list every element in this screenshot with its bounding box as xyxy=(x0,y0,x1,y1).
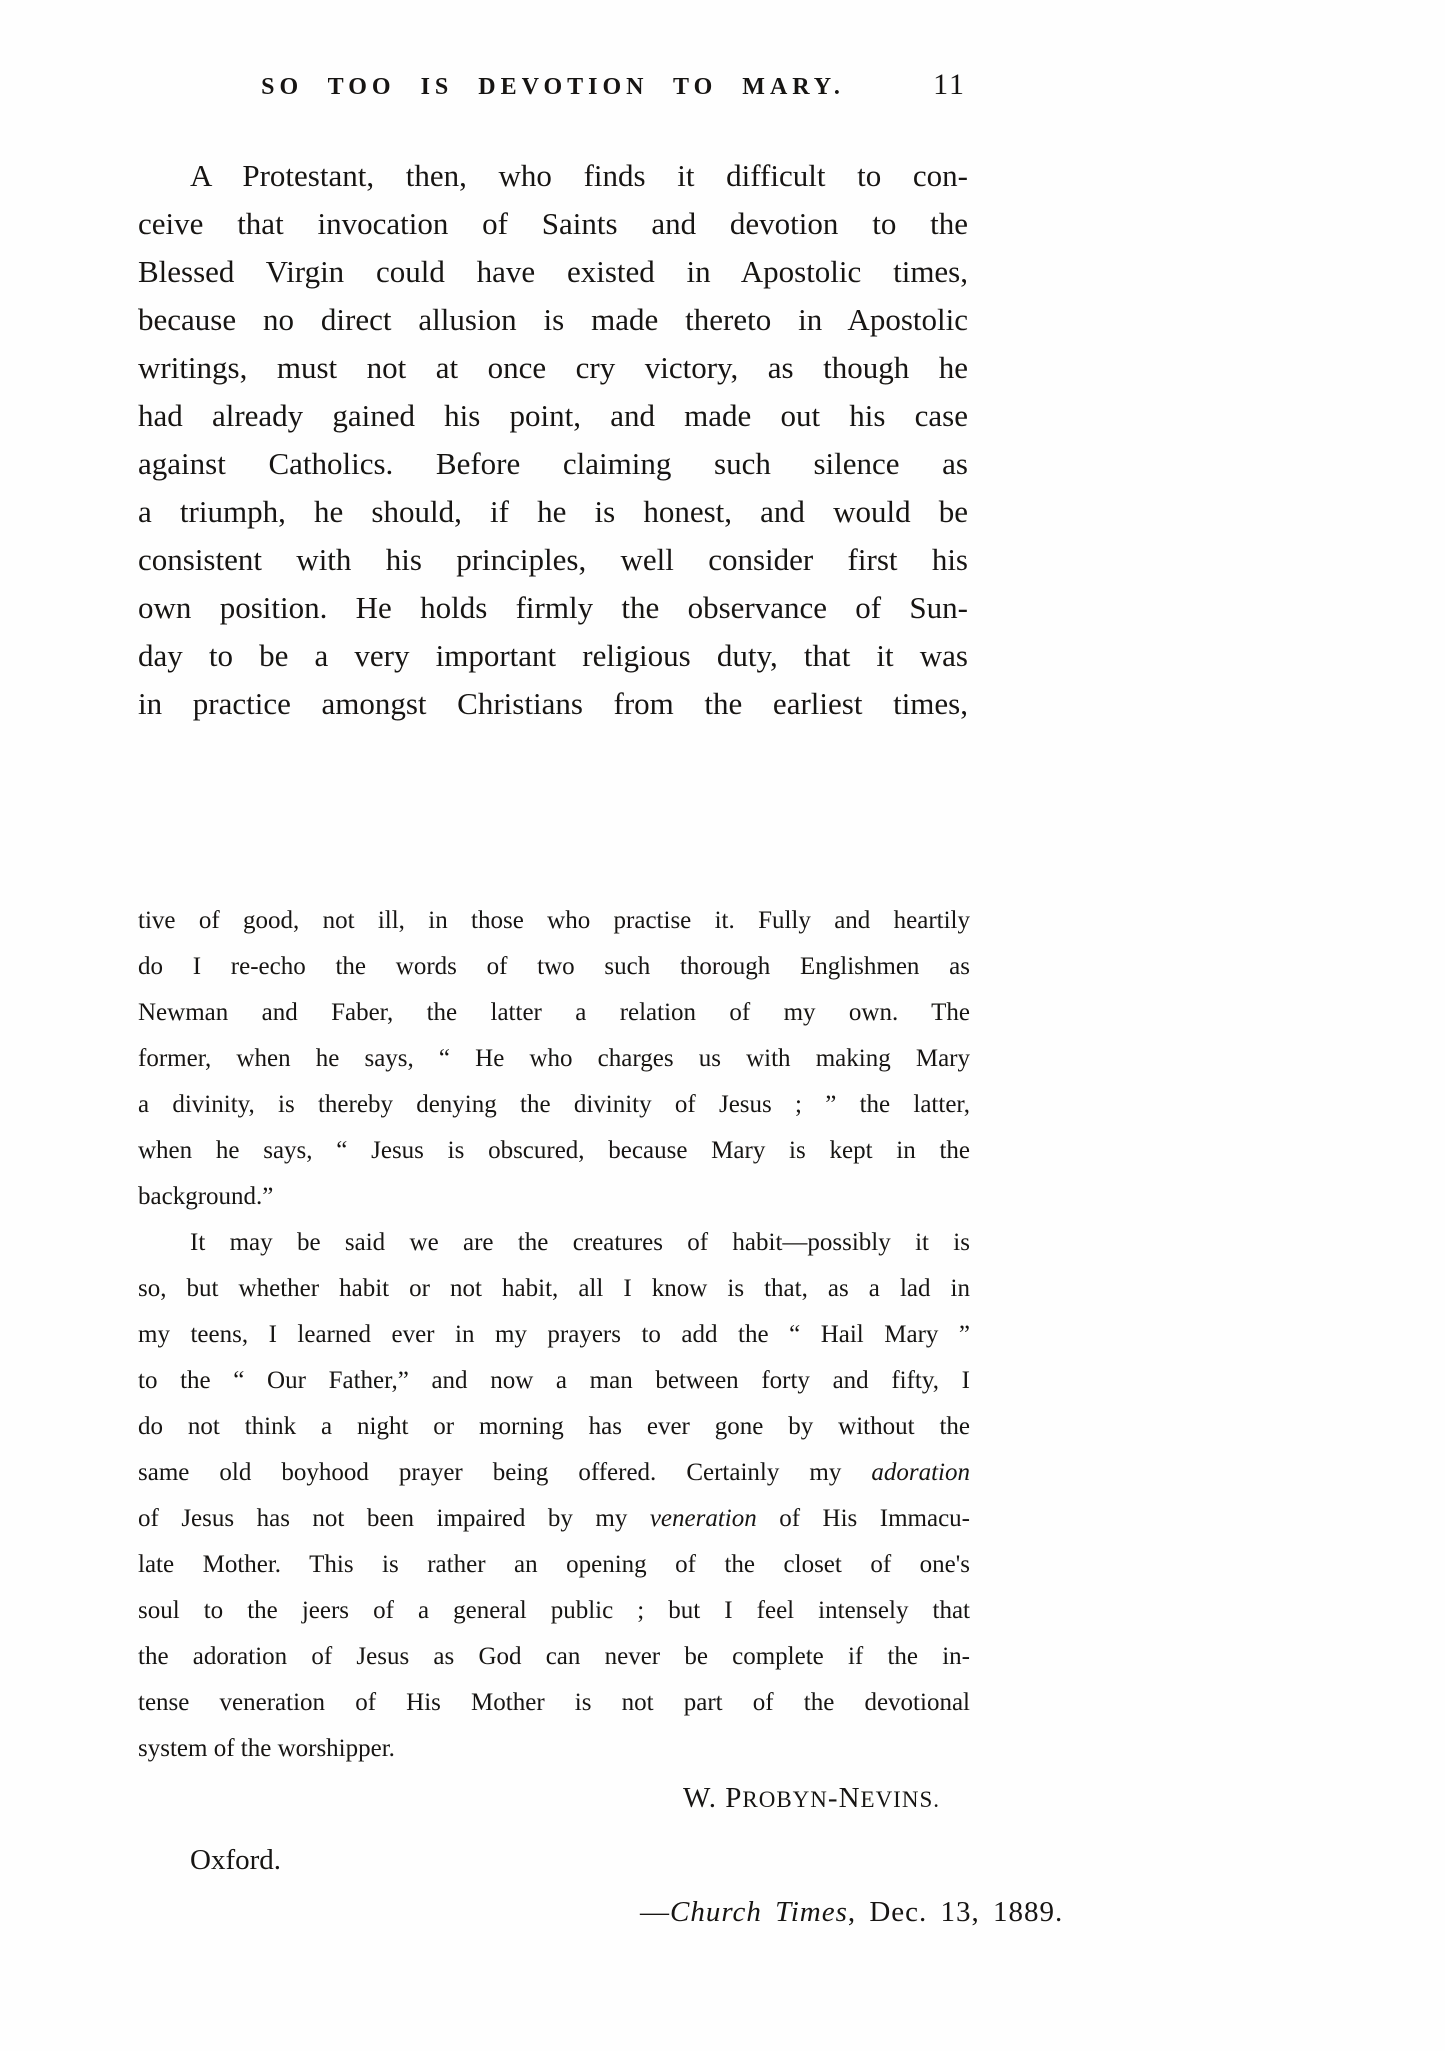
signature-text: W. P xyxy=(683,1782,743,1814)
page-number: 11 xyxy=(933,68,966,101)
footnote-line: my teens, I learned ever in my prayers to add the “ Hail Mary ” xyxy=(138,1321,970,1348)
body-line: own position. He holds firmly the observance of Sun- xyxy=(138,590,968,625)
citation xyxy=(640,1896,1063,1929)
body-line: had already gained his point, and made out his case xyxy=(138,398,968,433)
footnote-line xyxy=(138,1496,970,1542)
body-line: a triumph, he should, if he is honest, and would be xyxy=(138,494,968,529)
citation-dash: — xyxy=(640,1896,670,1928)
signature xyxy=(138,1782,968,1815)
footnote-line: Newman and Faber, the latter a relation of my own. The xyxy=(138,999,970,1026)
footnote-line-text: of His Immacu- xyxy=(756,1505,970,1532)
citation-date: , Dec. 13, 1889. xyxy=(847,1896,1064,1928)
body-line: against Catholics. Before claiming such silence as xyxy=(138,446,968,481)
footnote-line: It may be said we are the creatures of habit—possibly it is xyxy=(190,1229,970,1256)
signature-text: ROBYN xyxy=(742,1787,828,1812)
body-line: A Protestant, then, who finds it difficult to con- xyxy=(190,158,968,193)
footnote-line: tense veneration of His Mother is not part of the devotional xyxy=(138,1689,970,1716)
body-line: Blessed Virgin could have existed in Apostolic times, xyxy=(138,254,968,289)
body-line: writings, must not at once cry victory, as though he xyxy=(138,350,968,385)
footnote-line: do not think a night or morning has ever gone by without the xyxy=(138,1413,970,1440)
footnote-line xyxy=(138,1450,970,1496)
body-line: because no direct allusion is made thereto in Apostolic xyxy=(138,302,968,337)
footnote-italic-word: adoration xyxy=(871,1459,970,1486)
place-line: Oxford. xyxy=(190,1844,282,1876)
footnote-line: late Mother. This is rather an opening of the closet of one's xyxy=(138,1551,970,1578)
footnote-line: background.” xyxy=(138,1183,274,1210)
body-line: ceive that invocation of Saints and devotion to the xyxy=(138,206,968,241)
body-line: day to be a very important religious duty, that it was xyxy=(138,638,968,673)
citation-source-title: Church Times xyxy=(670,1896,848,1928)
footnote-line: soul to the jeers of a general public ; but I feel intensely that xyxy=(138,1597,970,1624)
body-line: consistent with his principles, well consider first his xyxy=(138,542,968,577)
footnote-italic-word: veneration xyxy=(649,1505,757,1532)
footnote-block xyxy=(138,898,970,1772)
footnote-line: a divinity, is thereby denying the divinity of Jesus ; ” the latter, xyxy=(138,1091,970,1118)
footnote-line-text: same old boyhood prayer being offered. Certainly my xyxy=(138,1459,872,1486)
footnote-line-text: of Jesus has not been impaired by my xyxy=(138,1505,650,1532)
footnote-line: do I re-echo the words of two such thorough Englishmen as xyxy=(138,953,970,980)
footnote-line: when he says, “ Jesus is obscured, because Mary is kept in the xyxy=(138,1137,970,1164)
footnote-line: tive of good, not ill, in those who practise it. Fully and heartily xyxy=(138,907,970,934)
body-line: in practice amongst Christians from the earliest times, xyxy=(138,686,968,721)
footnote-line: so, but whether habit or not habit, all I know is that, as a lad in xyxy=(138,1275,970,1302)
footnote-line: to the “ Our Father,” and now a man between forty and fifty, I xyxy=(138,1367,970,1394)
signature-text: EVINS. xyxy=(860,1787,940,1812)
footnote-line: former, when he says, “ He who charges us with making Mary xyxy=(138,1045,970,1072)
footnote-line: the adoration of Jesus as God can never be complete if the in- xyxy=(138,1643,970,1670)
running-header xyxy=(138,68,968,114)
body-paragraph xyxy=(138,152,968,728)
footnote-line: system of the worshipper. xyxy=(138,1735,395,1762)
signature-text: -N xyxy=(827,1782,861,1814)
running-title: SO TOO IS DEVOTION TO MARY. xyxy=(261,74,845,100)
